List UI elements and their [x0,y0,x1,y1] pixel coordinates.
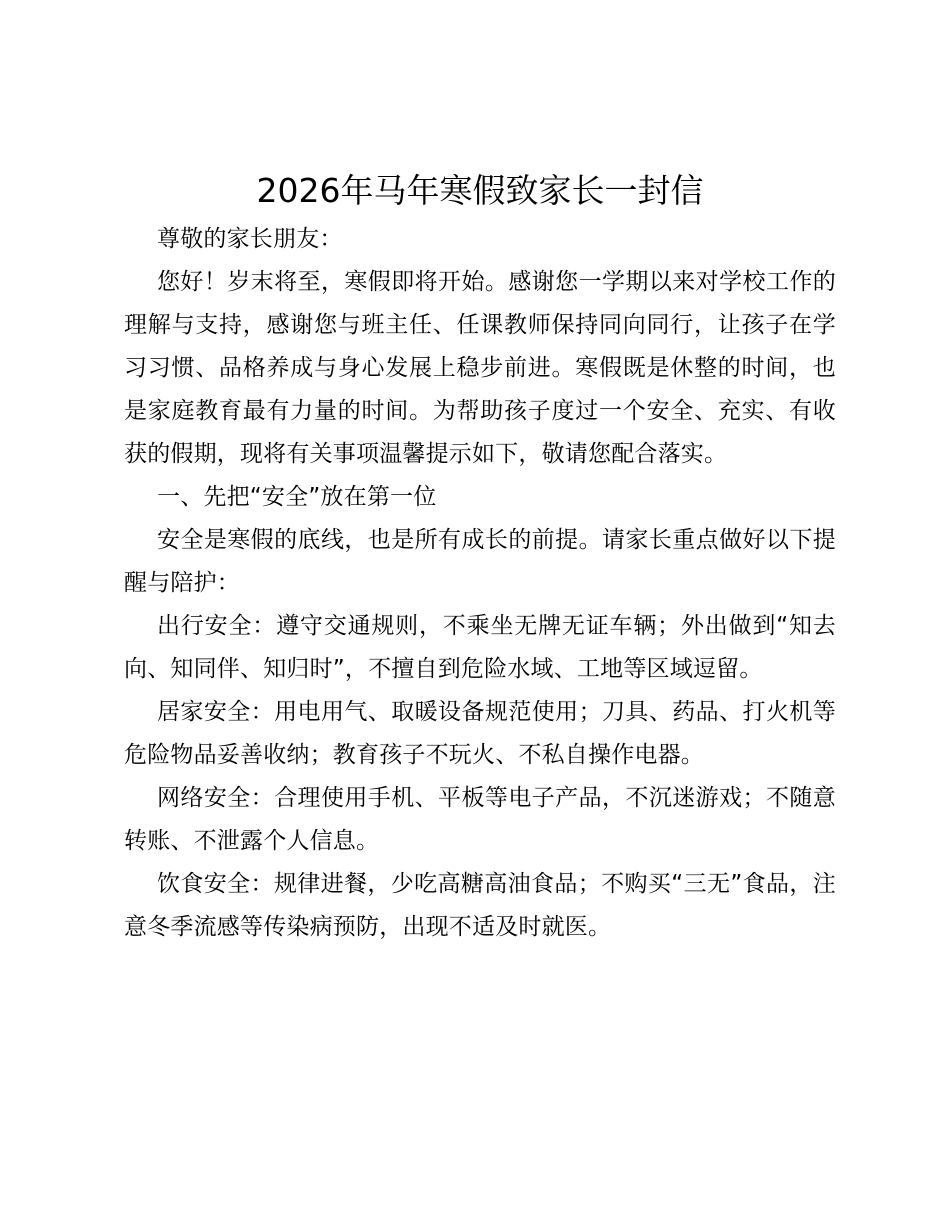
travel-safety-paragraph: 出行安全：遵守交通规则，不乘坐无牌无证车辆；外出做到“知去向、知同伴、知归时”，不擅自到危险水域、工地等区域逗留。 [124,613,836,682]
section-heading-safety: 一、先把“安全”放在第一位 [157,484,437,510]
document-title: 2026年马年寒假致家长一封信 [256,171,704,210]
document-body [124,168,836,949]
network-safety-paragraph: 网络安全：合理使用手机、平板等电子产品，不沉迷游戏；不随意转账、不泄露个人信息。 [124,785,836,854]
food-safety-paragraph: 饮食安全：规律进餐，少吃高糖高油食品；不购买“三无”食品，注意冬季流感等传染病预防，出现不适及时就医。 [124,871,836,940]
salutation: 尊敬的家长朋友： [157,226,343,252]
safety-intro-paragraph: 安全是寒假的底线，也是所有成长的前提。请家长重点做好以下提醒与陪护： [124,527,836,596]
intro-paragraph: 您好！岁末将至，寒假即将开始。感谢您一学期以来对学校工作的理解与支持，感谢您与班主任、任课教师保持同向同行，让孩子在学习习惯、品格养成与身心发展上稳步前进。寒假既是休整的时间，也是家庭教育最有力量的时间。为帮助孩子度过一个安全、充实、有收获的假期，现将有关事项温馨提示如下，敬请您配合落实。 [124,269,836,467]
home-safety-paragraph: 居家安全：用电用气、取暖设备规范使用；刀具、药品、打火机等危险物品妥善收纳；教育孩子不玩火、不私自操作电器。 [124,699,836,768]
